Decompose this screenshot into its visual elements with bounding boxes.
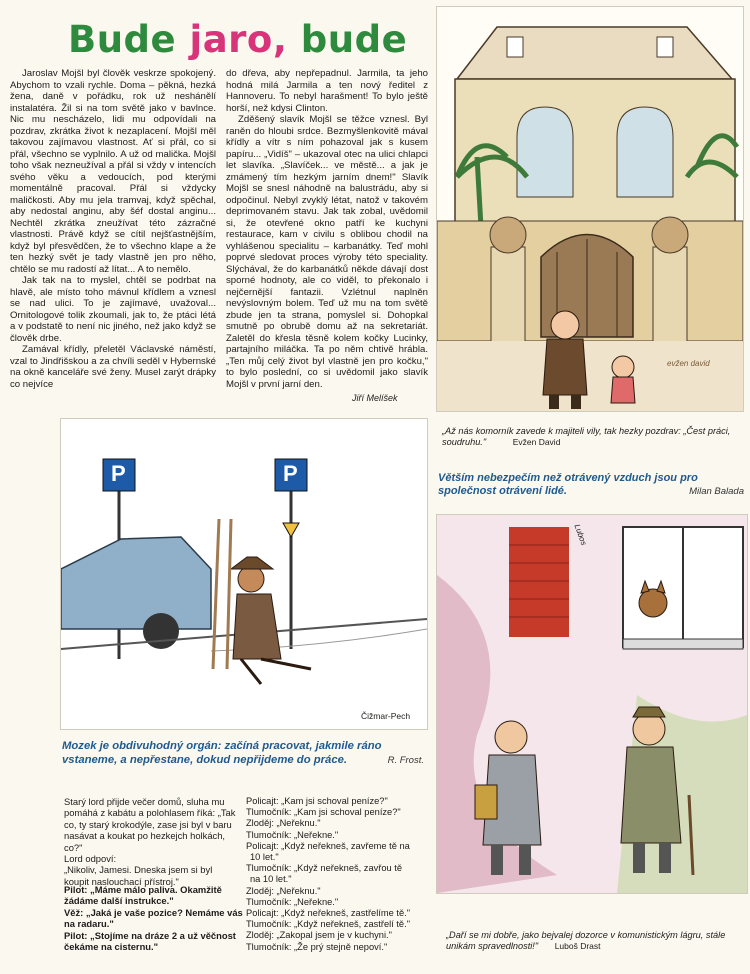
dialog-line: 10 let." (250, 852, 279, 863)
quote-balada-text: Větším nebezpečím než otrávený vzduch jsou pro společnost otrávení lidé. (438, 472, 698, 497)
pilot-line (64, 907, 244, 930)
joke-pilot (64, 884, 244, 952)
camp-signature: Lubos (572, 523, 589, 547)
story-paragraph: Zamával křídly, přeletěl Václavské náměstí, vzal to Jindřišskou a za chvíli seděl v Hybernské na okně kanceláře své ženy. Musel zarýt drápky co nejvíce (10, 344, 216, 390)
dialog-line: Policajt: „Když neřekneš, zastřelíme tě." (246, 908, 410, 919)
pilot-text: „Stojíme na dráze 2 a už věčnost čekáme na cisternu." (64, 929, 236, 953)
dialog-line: Tlumočník: „Neřekne." (246, 896, 339, 907)
quote-frost-text: Mozek je obdivuhodný orgán: začíná pracovat, jakmile ráno vstaneme, a nepřestane, dokud nepřijdeme do práce. (62, 740, 382, 766)
dialog-line: Zloděj: „Neřeknu." (246, 885, 321, 896)
joke-lord (64, 796, 238, 887)
quote-balada-author: Milan Balada (689, 486, 744, 497)
story-paragraph: Jak tak na to myslel, chtěl se podrbat na hlavě, ale místo toho mávnul křídlem a vznesl se nad ulici. To je zajímavé, uvažoval... Ornitologové tolik zkoumali, jak to, že ptáci létá a v podstatě to není nic jiného, než jako když se člověk drbe. (10, 275, 216, 344)
title-word-2: jaro, (189, 18, 288, 61)
parking-sign-left-letter: P (111, 461, 126, 486)
pilot-line (64, 930, 244, 953)
joke-lord-reply-label: Lord odpoví: (64, 853, 117, 865)
dialog-line: Zloděj: „Neřeknu." (246, 818, 321, 829)
story-paragraph: do dřeva, aby nepřepadnul. Jarmila, ta jeho hodná milá Jarmila a ten nový ředitel z Hannoveru. To nebyl harašment! To bylo ještě horší, než kdysi Clinton. (226, 68, 428, 114)
camp-artist: Luboš Drast (554, 941, 601, 952)
dialog-line: Zloděj: „Zakopal jsem je v kuchyni." (246, 930, 392, 941)
title-word-3: bude (300, 18, 408, 61)
camp-illustration (437, 515, 747, 893)
page-title (68, 18, 408, 66)
joke-lord-reply: „Nikoliv, Jamesi. Dneska jsem si byl koupit naslouchací přístroj." (64, 864, 213, 887)
pilot-speaker: Věž: (64, 906, 84, 918)
pilot-speaker: Pilot: (64, 929, 88, 941)
dialog-line: Policajt: „Když neřekneš, zavřeme tě na (246, 840, 410, 851)
dialog-line: Tlumočník: „Kam jsi schoval peníze?" (246, 807, 401, 818)
dialog-line: na 10 let." (250, 874, 292, 885)
parking-sign-right-letter: P (283, 461, 298, 486)
parking-cartoon (60, 418, 428, 730)
villa-artist: Evžen David (512, 437, 561, 448)
story-paragraph: Zděšený slavík Mojšl se těžce vznesl. Byl raněn do hloubi srdce. Bezmyšlenkovitě mával křídly a vítr s ním pohazoval jak s kusem papíru... „Vidíš" – ukazoval otec na ulici chlapci let slavíka. „Slavíček... ve městě... a jak je zmámený tím hezkým jarním dnem!" Slavík Mojšl se snesl náhodně na balustrádu, aby si odpočinul. Nebyl zvyklý létat, natož v takovém deprimovaném stavu. Jak tak zobal, uvědomil si, že otevřené okno patří ke kuchyni restaurace, kam v civilu s oblibou chodil na vyhlášenou specialitu – karbanátky. Teď mohl poprvé sledovat proces výroby této speciality. Slýchával, že do karbanátků někde dávají dost sporné hodnoty, ale co viděl, to překonalo i nejčernější fantazii. Vzlétnul naplněn nevýslovným bolem. Teď už mu na tom světě zbude jen ta strana, pomyslel si. Dohopkal smutně po obrubě domu až na sekretariát. Zaletěl do křesla těsně kolem kočky Lucinky, partajního miláčka. Ta po něm chtivě hrábla. „Ten můj celý život byl vlastně jen pro kočku," to bylo poslední, co si uvědomil jako slavík Mojšl v první jarní den. (226, 114, 428, 390)
dialog-line: Tlumočník: „Když neřekneš, zavřou tě (246, 863, 403, 874)
story-paragraph: Jaroslav Mojšl byl člověk veskrze spokojený. Abychom to vzali rychle. Doma – pěkná, hezká žena, daně v pořádku, rok už neshánělí instalatéra. Žil si na tom světě jako v bavlnce. Nic mu nescházelo, lidi mu odpovídali na pozdrav, zkrátka život k nezaplacení. Mojšl měl takovou zajímavou vlastnost. Ať si přál, co si přál, všechno se vyplnilo. A už od malička. Mojšl toho však nezneužíval a přál si vždy v intencích svého věku a vedoucích, pod kterými momentálně pracoval. Přál si vždycky maličkosti. Aby mu jela tramvaj, když spěchal, aby nedostal anginu, aby šéf dostal anginu... Nechtěl zkrátka zneužívat této zázračné vlastnosti. Právě když se cítil nejšťastnějším, když byl přesvědčen, že to všechno klape a že ten hezký svět je tady vlastně jen pro něho, chtělo se mu radostí až lítat... A to nemělo. (10, 68, 216, 275)
story-column-1 (10, 68, 216, 390)
villa-caption-text: „Až nás komorník zavede k majiteli vily, tak hezky pozdrav: „Čest práci, soudruhu." (442, 426, 731, 448)
dialog-line: Tlumočník: „Neřekne." (246, 829, 339, 840)
camp-caption-text: „Daří se mi dobře, jako bejvalej dozorce v komunistickým lágru, stále unikám spravedlnosti!" (446, 930, 726, 952)
villa-illustration (437, 7, 743, 411)
story-author: Jiří Melíšek (352, 393, 398, 403)
dialog-line: Tlumočník: „Že prý stejně nepoví." (246, 941, 388, 952)
camp-cartoon (436, 514, 748, 894)
villa-cartoon (436, 6, 744, 412)
pilot-speaker: Pilot: (64, 884, 88, 895)
quote-frost-author: R. Frost. (387, 754, 424, 766)
villa-signature: evžen david (667, 359, 710, 368)
parking-artist: Čižmar-Pech (361, 711, 411, 721)
pilot-line (64, 884, 244, 907)
story-column-2 (226, 68, 428, 390)
quote-balada (438, 472, 744, 498)
dialog-line: Policajt: „Kam jsi schoval peníze?" (246, 796, 388, 806)
title-word-1: Bude (68, 18, 177, 61)
camp-caption (446, 930, 746, 952)
dialog-line: Tlumočník: „Když neřekneš, zastřelí tě." (246, 919, 410, 930)
pilot-text: „Jaká je vaše pozice? Nemáme vás na radaru." (64, 906, 243, 930)
villa-caption (442, 426, 742, 448)
quote-frost (62, 740, 424, 767)
joke-lord-text: Starý lord přijde večer domů, sluha mu pomáhá z kabátu a polohlasem říká: „Tak co, ty starý krokodýle, zase jsi byl v baru nasávat a koukat po hezkejch holkách, co?" (64, 796, 236, 853)
joke-police (246, 796, 430, 953)
pilot-text: „Máme málo paliva. Okamžitě žádáme další instrukce." (64, 884, 222, 907)
